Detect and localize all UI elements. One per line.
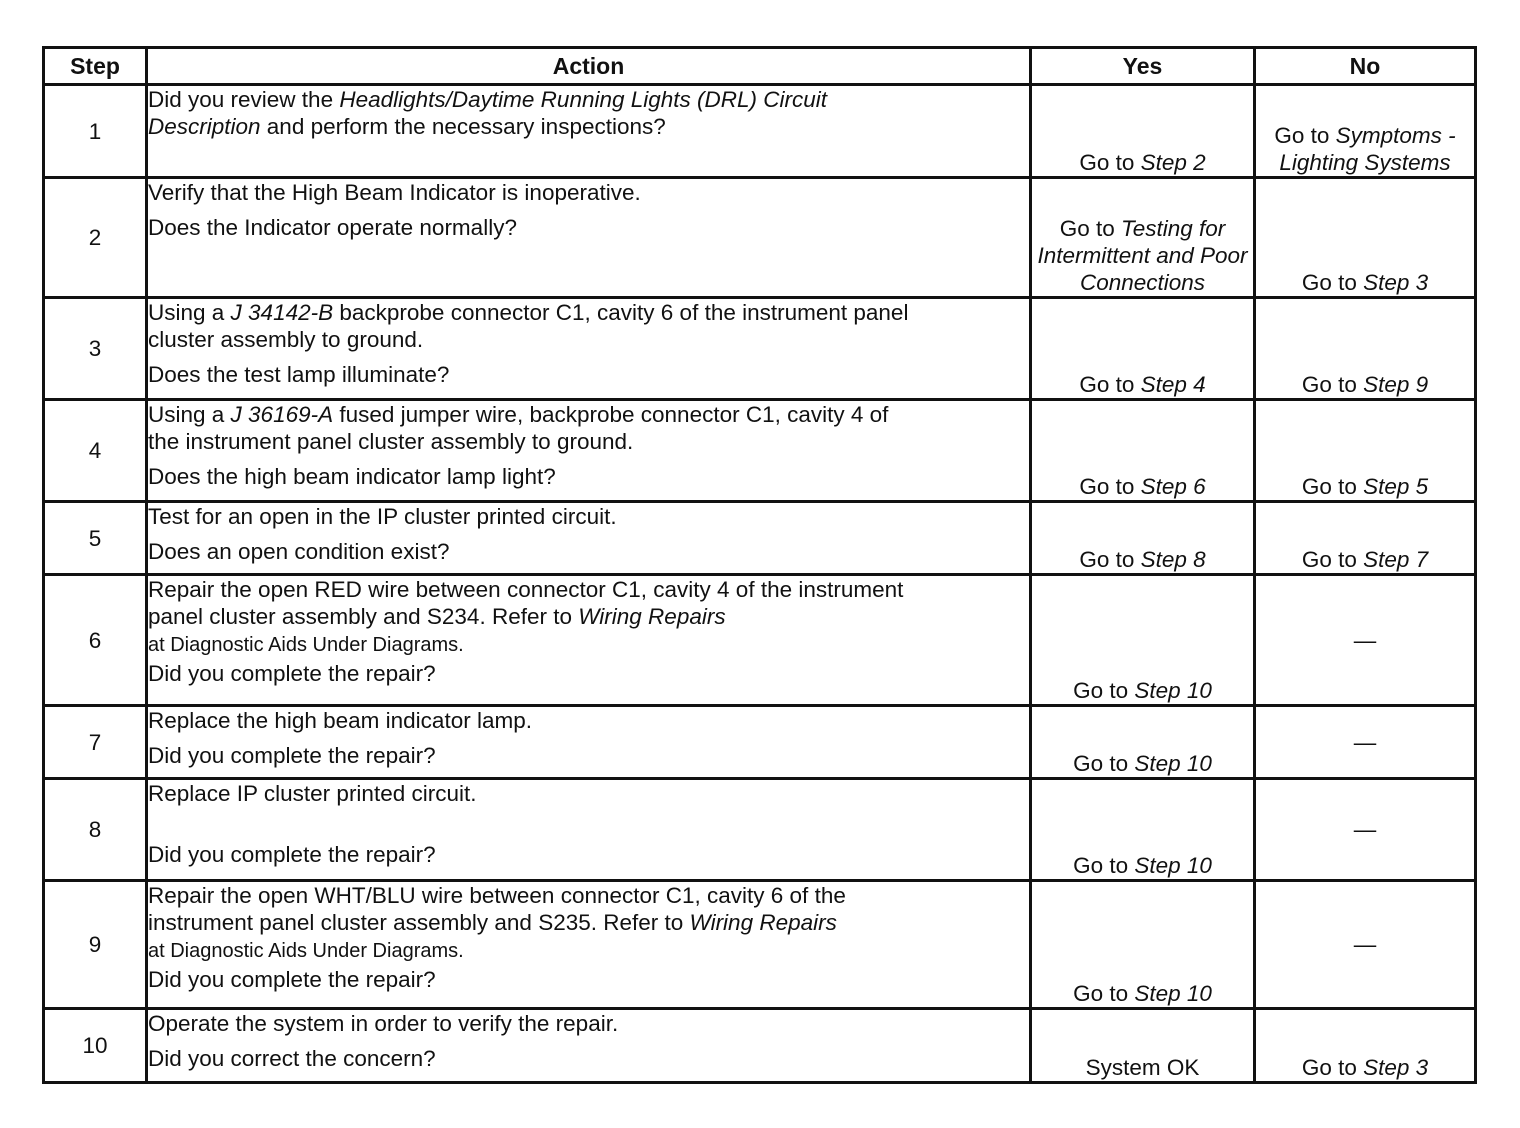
- action-cell: Operate the system in order to verify the repair. Did you correct the concern?: [147, 1009, 1031, 1083]
- no-cell[interactable]: Go to Step 5: [1255, 400, 1476, 502]
- question-text: Does the high beam indicator lamp light?: [148, 464, 556, 489]
- action-cell: Using a J 36169-A fused jumper wire, backprobe connector C1, cavity 4 of the instrument panel cluster assembly to ground. Does the high beam indicator lamp light?: [147, 400, 1031, 502]
- step-number: 6: [44, 575, 147, 706]
- table-row: [44, 298, 1476, 400]
- table-row: [44, 881, 1476, 1009]
- tool-reference: J 34142-B: [230, 300, 334, 325]
- action-cell: Test for an open in the IP cluster printed circuit. Does an open condition exist?: [147, 502, 1031, 575]
- table-row: [44, 706, 1476, 779]
- yes-cell[interactable]: Go to Step 10: [1031, 881, 1255, 1009]
- no-cell: —: [1255, 706, 1476, 779]
- table-row: [44, 1009, 1476, 1083]
- yes-cell[interactable]: Go to Step 8: [1031, 502, 1255, 575]
- header-action: Action: [147, 48, 1031, 85]
- no-cell[interactable]: Go to Step 7: [1255, 502, 1476, 575]
- action-cell: Repair the open WHT/BLU wire between connector C1, cavity 6 of the instrument panel cluster assembly and S235. Refer to Wiring Repairs at Diagnostic Aids Under Diagrams. Did you complete the repair?: [147, 881, 1031, 1009]
- step-number: 7: [44, 706, 147, 779]
- reference-link[interactable]: Description: [148, 114, 261, 139]
- no-cell[interactable]: Go to Symptoms - Lighting Systems: [1255, 85, 1476, 178]
- yes-cell: System OK: [1031, 1009, 1255, 1083]
- no-cell: —: [1255, 575, 1476, 706]
- question-text: Did you correct the concern?: [148, 1046, 436, 1071]
- question-text: Does the Indicator operate normally?: [148, 215, 517, 240]
- action-cell: Using a J 34142-B backprobe connector C1, cavity 6 of the instrument panel cluster assembly to ground. Does the test lamp illuminate?: [147, 298, 1031, 400]
- step-number: 5: [44, 502, 147, 575]
- question-text: Did you complete the repair?: [148, 743, 436, 768]
- question-text: Did you complete the repair?: [148, 842, 436, 867]
- action-cell: Replace the high beam indicator lamp. Did you complete the repair?: [147, 706, 1031, 779]
- table-row: [44, 85, 1476, 178]
- question-text: Does an open condition exist?: [148, 539, 450, 564]
- table-row: [44, 779, 1476, 881]
- header-row: [44, 48, 1476, 85]
- reference-link[interactable]: Wiring Repairs: [689, 910, 837, 935]
- yes-cell[interactable]: Go to Step 10: [1031, 779, 1255, 881]
- no-cell: —: [1255, 881, 1476, 1009]
- yes-cell[interactable]: Go to Step 4: [1031, 298, 1255, 400]
- yes-cell[interactable]: Go to Step 10: [1031, 575, 1255, 706]
- question-text: Did you complete the repair?: [148, 661, 436, 686]
- step-number: 10: [44, 1009, 147, 1083]
- step-number: 8: [44, 779, 147, 881]
- table-row: [44, 575, 1476, 706]
- action-cell: Did you review the Headlights/Daytime Running Lights (DRL) Circuit Description and perform the necessary inspections?: [147, 85, 1031, 178]
- yes-cell[interactable]: Go to Testing for Intermittent and Poor Connections: [1031, 178, 1255, 298]
- no-cell[interactable]: Go to Step 3: [1255, 178, 1476, 298]
- step-number: 1: [44, 85, 147, 178]
- no-cell[interactable]: Go to Step 3: [1255, 1009, 1476, 1083]
- no-cell[interactable]: Go to Step 9: [1255, 298, 1476, 400]
- question-text: Does the test lamp illuminate?: [148, 362, 450, 387]
- reference-link[interactable]: Wiring Repairs: [578, 604, 726, 629]
- step-number: 9: [44, 881, 147, 1009]
- tool-reference: J 36169-A: [230, 402, 334, 427]
- action-cell: Repair the open RED wire between connector C1, cavity 4 of the instrument panel cluster assembly and S234. Refer to Wiring Repairs at Diagnostic Aids Under Diagrams. Did you complete the repair?: [147, 575, 1031, 706]
- step-number: 3: [44, 298, 147, 400]
- table-row: [44, 502, 1476, 575]
- step-number: 4: [44, 400, 147, 502]
- diagnostic-table: [42, 46, 1477, 1084]
- action-cell: Replace IP cluster printed circuit. Did you complete the repair?: [147, 779, 1031, 881]
- reference-link[interactable]: Headlights/Daytime Running Lights (DRL) Circuit: [339, 87, 828, 112]
- header-step: Step: [44, 48, 147, 85]
- no-cell: —: [1255, 779, 1476, 881]
- yes-cell[interactable]: Go to Step 10: [1031, 706, 1255, 779]
- step-number: 2: [44, 178, 147, 298]
- header-yes: Yes: [1031, 48, 1255, 85]
- yes-cell[interactable]: Go to Step 6: [1031, 400, 1255, 502]
- table-row: [44, 400, 1476, 502]
- action-cell: Verify that the High Beam Indicator is inoperative. Does the Indicator operate normally?: [147, 178, 1031, 298]
- question-text: Did you complete the repair?: [148, 967, 436, 992]
- header-no: No: [1255, 48, 1476, 85]
- yes-cell[interactable]: Go to Step 2: [1031, 85, 1255, 178]
- table-row: [44, 178, 1476, 298]
